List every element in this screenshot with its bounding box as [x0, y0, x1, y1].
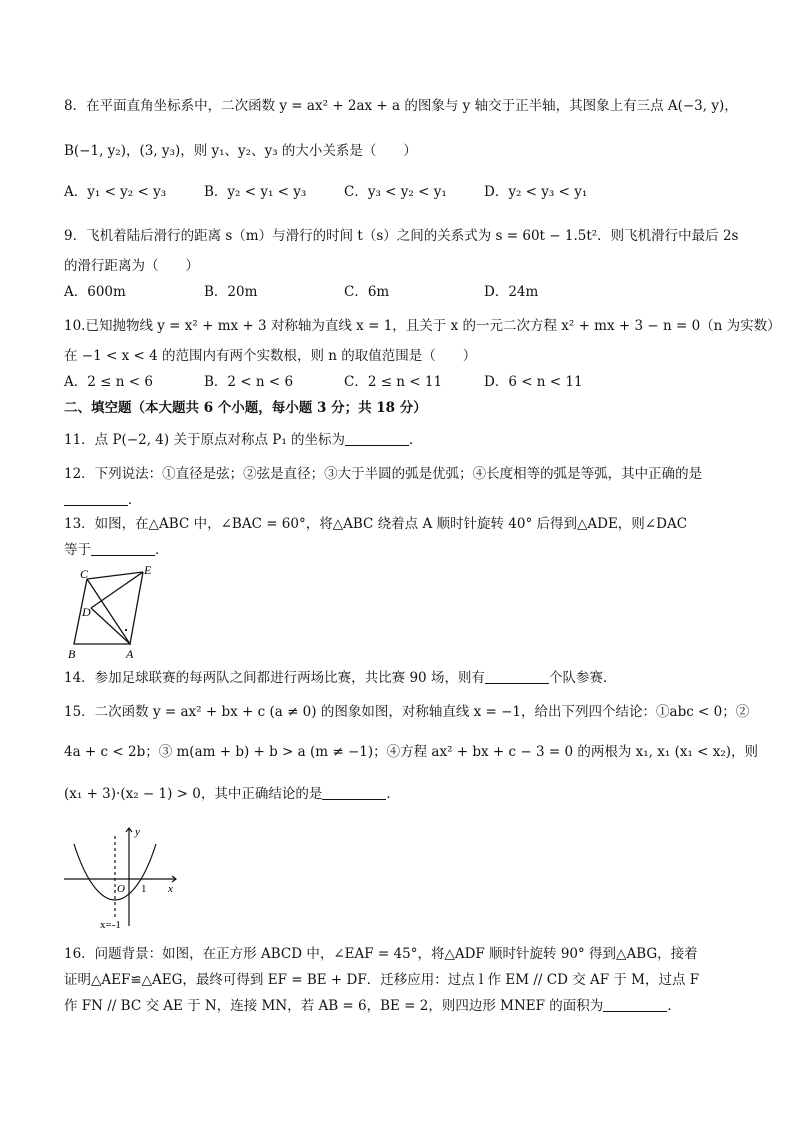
q10-option-c: C．2 ≤ n < 11 [344, 374, 443, 390]
q12-end: ． [128, 492, 142, 508]
label-b: B [68, 647, 76, 661]
q9-option-a: A．600m [64, 284, 126, 300]
label-origin: O [117, 883, 125, 895]
q15-answer-blank[interactable] [322, 785, 386, 800]
q13-end: ． [155, 542, 169, 558]
q9-option-b: B．20m [204, 284, 258, 300]
angle-dot [125, 629, 127, 631]
label-y: y [135, 826, 140, 838]
q11-end: ． [409, 432, 423, 448]
q8-line-1: 8．在平面直角坐标系中，二次函数 y = ax² + 2ax + a 的图象与 y 轴交于正半轴，其图象上有三点 A(−3, y)， [64, 98, 738, 114]
q16-line-1: 16．问题背景：如图，在正方形 ABCD 中，∠EAF = 45°，将△ADF 顺时针旋转 90° 得到△ABG，接着 [64, 946, 698, 962]
q9-line-1: 9．飞机着陆后滑行的距离 s（m）与滑行的时间 t（s）之间的关系式为 s = 60t − 1.5t²．则飞机滑行中最后 2s [64, 228, 739, 244]
label-one: 1 [141, 883, 147, 895]
q14-answer-blank[interactable] [485, 669, 549, 684]
q10-option-a: A．2 ≤ n < 6 [64, 374, 153, 390]
q12-answer-blank[interactable] [64, 491, 128, 506]
q14-line [64, 668, 754, 688]
label-e: E [144, 563, 152, 577]
label-d: D [82, 605, 91, 619]
q16-line-2: 证明△AEF≌△AEG，最终可得到 EF = BE + DF．迁移应用：过点 l 作 EM // CD 交 AF 于 M，过点 F [64, 972, 700, 988]
q11-text: 11．点 P(−2, 4) 关于原点对称点 P₁ 的坐标为 [64, 432, 346, 448]
q15-text: (x₁ + 3)·(x₂ − 1) > 0，其中正确结论的是 [64, 786, 323, 802]
q15-end: ． [386, 786, 400, 802]
label-a: A [126, 647, 134, 661]
q15-line-3 [64, 784, 754, 804]
q13-answer-blank[interactable] [91, 541, 155, 556]
q15-line-2: 4a + c < 2b；③ m(am + b) + b > a (m ≠ −1)；④方程 ax² + bx + c − 3 = 0 的两根为 x₁, x₁ (x₁ < x₂)，则 [64, 744, 759, 760]
q11-answer-blank[interactable] [345, 431, 409, 446]
q13-line-1: 13．如图，在△ABC 中，∠BAC = 60°，将△ABC 绕着点 A 顺时针旋转 40° 后得到△ADE，则∠DAC [64, 516, 688, 532]
q16-text: 作 FN // BC 交 AE 于 N，连接 MN，若 AB = 6，BE = 2，则四边形 MNEF 的面积为 [64, 998, 604, 1014]
q9-option-d: D．24m [484, 284, 539, 300]
triangle-figure [60, 562, 160, 666]
q15-line-1: 15．二次函数 y = ax² + bx + c (a ≠ 0) 的图象如图，对称轴直线 x = −1，给出下列四个结论：①abc < 0；② [64, 704, 750, 720]
label-c: C [80, 567, 89, 581]
q12-line-2 [64, 490, 754, 510]
q16-line-3 [64, 996, 754, 1016]
q13-line-2 [64, 540, 754, 560]
q14-text: 14．参加足球联赛的每两队之间都进行两场比赛，共比赛 90 场，则有 [64, 670, 485, 686]
q8-option-a: A．y₁ < y₂ < y₃ [64, 184, 167, 200]
q9-option-c: C．6m [344, 284, 390, 300]
q10-option-b: B．2 < n < 6 [204, 374, 294, 390]
q8-line-2: B(−1, y₂)，(3, y₃)，则 y₁、y₂、y₃ 的大小关系是（ ） [64, 143, 417, 159]
q16-answer-blank[interactable] [603, 997, 667, 1012]
q12-line-1: 12．下列说法：①直径是弦；②弦是直径；③大于半圆的弧是优弧；④长度相等的弧是等弧，其中正确的是 [64, 466, 703, 482]
q8-option-d: D．y₂ < y₃ < y₁ [484, 184, 588, 200]
q13-text: 等于 [64, 542, 91, 558]
q11-line [64, 430, 754, 450]
q10-line-1: 10.已知抛物线 y = x² + mx + 3 对称轴为直线 x = 1，且关于 x 的一元二次方程 x² + mx + 3 − n = 0（n 为实数） [64, 318, 781, 334]
label-x: x [168, 883, 173, 895]
q8-option-b: B．y₂ < y₁ < y₃ [204, 184, 307, 200]
q10-option-d: D．6 < n < 11 [484, 374, 583, 390]
q9-line-2: 的滑行距离为（ ） [64, 258, 199, 274]
section-heading: 二、填空题（本大题共 6 个小题，每小题 3 分；共 18 分） [64, 400, 427, 416]
q16-end: ． [667, 998, 681, 1014]
q8-option-c: C．y₃ < y₂ < y₁ [344, 184, 447, 200]
q10-line-2: 在 −1 < x < 4 的范围内有两个实数根，则 n 的取值范围是（ ） [64, 348, 477, 364]
label-symmetry: x=-1 [100, 919, 121, 931]
triangle-ade-edges [91, 572, 143, 644]
q14-end: 个队参赛． [548, 670, 617, 686]
parabola-figure [60, 822, 190, 932]
